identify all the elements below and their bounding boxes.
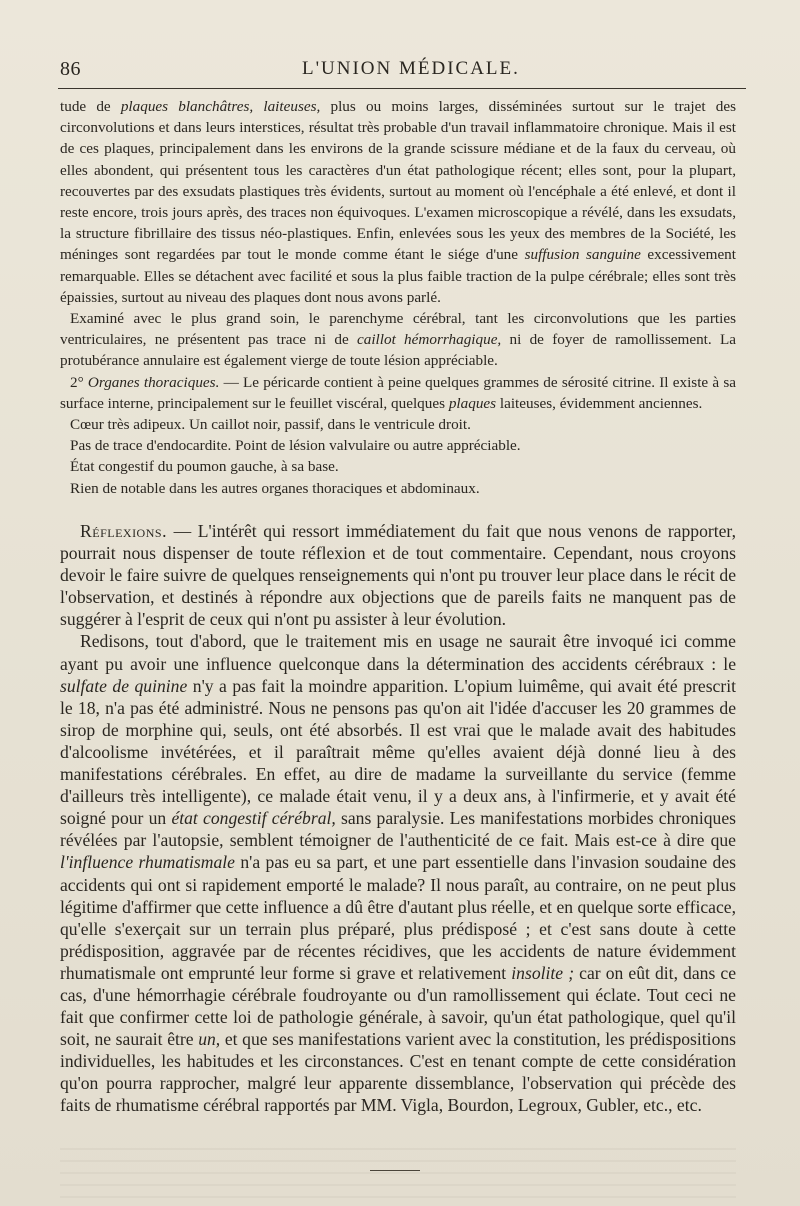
text-run: car on eût dit, dans ce cas, d'une hémorrhagie cérébrale foudroyante ou d'un ramollissement qui éclate. Tout ceci ne fait que confirmer cette loi de pathologie générale, à savoir, qu'un état pathologique, quel qu'il soit, ne saurait être [60,962,737,1050]
italic-run: suffusion sanguine [524,246,641,264]
finding-line: État congestif du poumon gauche, à sa base. [70,458,339,476]
text-run: — Le péricarde contient à peine quelques grammes de sérosité citrine. Il existe à sa surface interne, principalement sur le feuillet viscéral, quelques [60,373,736,412]
text-run: excessivement remarquable. Elles se détachent avec facilité et sous la plus faible traction de la pulpe cérébrale; elles sont très épaissies, surtout au niveau des plaques dont nous avons parlé. [60,246,736,306]
observation-paragraph-2 [60,308,736,372]
header-rule [58,88,746,89]
reflexions-paragraph-2 [60,630,736,1116]
observation-section [60,96,736,499]
text-run: Redisons, tout d'abord, que le traitement mis en usage ne saurait être invoqué ici comme ayant pu avoir une influence quelconque dans la détermination des accidents cérébraux : le [60,631,736,674]
italic-run: plaques [448,394,497,412]
text-run: — L'intérêt qui ressort immédiatement du fait que nous venons de rapporter, pourrait nous dispenser de toute réflexion et de tout commentaire. Cependant, nous croyons devoir le faire suivre de quelques renseignements qui n'ont pu trouver leur place dans le récit de l'observation, et destinés à répondre aux objections que de pareils faits ne manquent pas de suggérer à l'esprit de ceux qui n'ont pu assister à leur évolution. [60,521,736,630]
italic-run: caillot hémorrhagique, [356,331,502,349]
finding-line: Pas de trace d'endocardite. Point de lésion valvulaire ou autre appréciable. [70,437,521,455]
text-run: et que ses manifestations varient avec la constitution, les prédispositions individuelles, les habitudes et les circonstances. C'est en tenant compte de cette considération qu'on pourra rapprocher, malgré leur apparente dissemblance, l'observation qui précède des faits de rhumatisme cérébral rapportés par MM. Vigla, Bourdon, Legroux, Gubler, etc., etc. [60,1029,737,1116]
observation-paragraph-1 [60,96,736,308]
italic-run: sulfate de quinine [60,675,188,696]
text-run: laiteuses, évidemment anciennes. [496,394,703,412]
italic-run: un, [198,1029,221,1050]
section-heading: Réflexions. [80,521,167,541]
footer-rule [370,1170,420,1171]
text-run: tude de [60,98,121,115]
text-run: n'a pas eu sa part, et une part essentielle dans l'invasion soudaine des accidents qui ont si rapidement emporté le malade? Il nous paraît, au contraire, on ne peut plus légitime d'affirmer que cette influence a dû être d'autant plus réelle, et en quelque sorte efficace, qu'elle s'exerçait sur un terrain plus préparé, plus prédisposé ; et c'est sans doute à cette prédisposition, aggravée par de récentes récidives, que les accidents de nature évidemment rhumatismale ont emprunté leur forme si grave et relativement [60,852,736,983]
italic-run: état congestif cérébral, [171,808,336,829]
finding-line: Rien de notable dans les autres organes thoraciques et abdominaux. [70,479,480,497]
page-number: 86 [60,58,81,80]
italic-run: Organes thoraciques. [87,373,220,391]
italic-run: l'influence rhumatismale [60,852,235,873]
reflexions-paragraph-1 [60,520,736,630]
text-run: plus ou moins larges, disséminées surtout sur le trajet des circonvolutions et dans leurs interstices, résultat très probable d'un travail inflammatoire chronique. Mais il est de ces plaques, principalement dans les environs de la grande scissure médiane et de la faux du cerveau, où elles abondent, qui présentent tous les caractères d'un état pathologique récent; elles sont, pour la plupart, recouvertes par des exsudats plastiques très évidents, surtout au moment où l'encéphale a été enlevé, et dont il reste encore, trois jours après, des traces non équivoques. L'examen microscopique a révélé, dans les exsudats, la structure fibrillaire des tissus néo-plastiques. Enfin, enlevées sous les yeux des membres de la Société, les méninges sont regardées par tout le monde comme étant le siége d'une [60,98,736,264]
show-through-texture [60,1148,736,1198]
text-run: n'y a pas fait la moindre apparition. L'opium luimême, qui avait été prescrit le 18, n'a pas été administré. Nous ne pensons pas qu'on ait l'idée d'accuser les 20 grammes de sirop de morphine qui, seuls, ont été absorbés. Il est vrai que le malade avait des habitudes d'alcoolisme invétérées, et il paraîtrait même qu'elles avaient déjà donné lieu à des manifestations cérébrales. En effet, au dire de madame la surveillante du service (femme d'ailleurs très intelligente), ce malade était venu, il y a deux ans, à l'infirmerie, et y avait été soigné pour un [60,675,736,829]
observation-paragraph-3 [60,372,736,414]
italic-run: plaques blanchâtres, laiteuses, [120,98,321,115]
italic-run: insolite ; [511,962,575,983]
reflexions-section [60,520,736,1117]
text-run: Examiné avec le plus grand soin, le parenchyme cérébral, tant les circonvolutions que les parties ventriculaires, ne présentent pas trace ni de [60,310,736,349]
finding-line: Cœur très adipeux. Un caillot noir, passif, dans le ventricule droit. [70,416,471,434]
page-header [52,52,752,82]
text-run: sans paralysie. Les manifestations morbides chroniques révélées par l'autopsie, semblent témoigner de l'authenticité de ce fait. Mais est-ce à dire que [60,808,736,851]
text-run: ni de foyer de ramollissement. La protubérance annulaire est également vierge de toute lésion appréciable. [60,331,736,370]
running-head: L'UNION MÉDICALE. [302,58,520,79]
text-run: 2° [70,373,88,391]
